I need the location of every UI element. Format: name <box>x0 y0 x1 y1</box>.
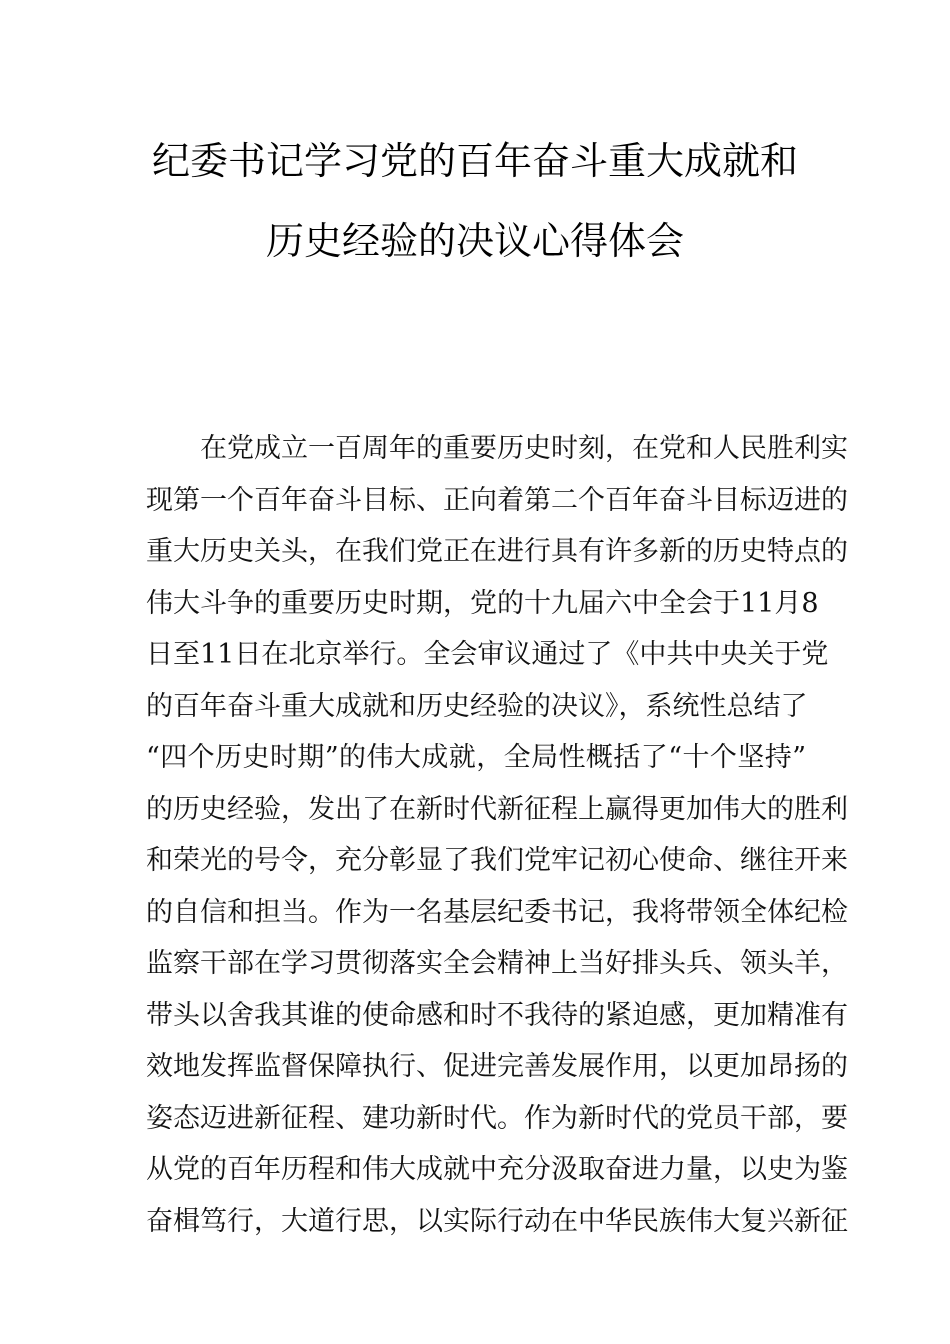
body-line-4: 伟大斗争的重要历史时期，党的十九届六中全会于11月8 <box>146 588 819 619</box>
body-line-10: 的自信和担当。作为一名基层纪委书记，我将带领全体纪检 <box>146 897 848 928</box>
body-line-12: 带头以舍我其谁的使命感和时不我待的紧迫感，更加精准有 <box>146 1000 848 1031</box>
body-line-8: 的历史经验，发出了在新时代新征程上赢得更加伟大的胜利 <box>146 794 848 825</box>
body-line-5: 日至11日在北京举行。全会审议通过了《中共中央关于党 <box>146 639 829 670</box>
body-line-13: 效地发挥监督保障执行、促进完善发展作用，以更加昂扬的 <box>146 1051 848 1082</box>
document-title-line-1: 纪委书记学习党的百年奋斗重大成就和 <box>151 139 798 183</box>
body-line-11: 监察干部在学习贯彻落实全会精神上当好排头兵、领头羊， <box>146 948 848 979</box>
body-line-9: 和荣光的号令，充分彰显了我们党牢记初心使命、继往开来 <box>146 845 848 876</box>
document-title-line-2: 历史经验的决议心得体会 <box>265 219 684 263</box>
body-line-2: 现第一个百年奋斗目标、正向着第二个百年奋斗目标迈进的 <box>146 485 848 516</box>
body-line-1: 在党成立一百周年的重要历史时刻，在党和人民胜利实 <box>200 433 848 464</box>
body-line-6: 的百年奋斗重大成就和历史经验的决议》，系统性总结了 <box>146 691 808 722</box>
body-line-15: 从党的百年历程和伟大成就中充分汲取奋进力量，以史为鉴 <box>146 1154 848 1185</box>
body-line-14: 姿态迈进新征程、建功新时代。作为新时代的党员干部，要 <box>146 1103 848 1134</box>
body-line-3: 重大历史关头，在我们党正在进行具有许多新的历史特点的 <box>146 536 848 567</box>
body-line-16: 奋楫笃行，大道行思，以实际行动在中华民族伟大复兴新征 <box>146 1206 848 1237</box>
body-line-7: “四个历史时期”的伟大成就，全局性概括了“十个坚持” <box>146 742 806 773</box>
